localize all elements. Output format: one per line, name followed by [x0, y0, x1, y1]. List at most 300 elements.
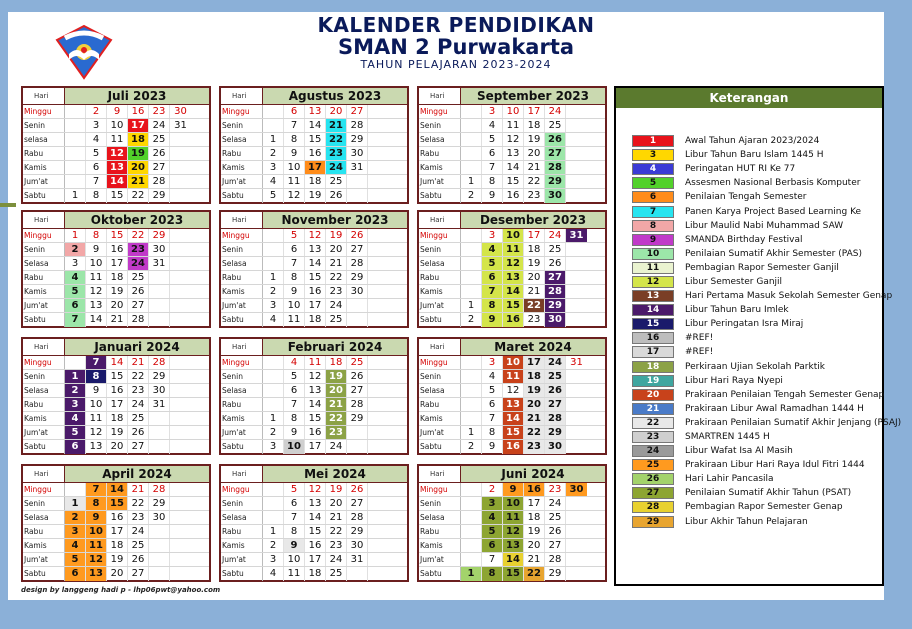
week-row — [419, 384, 605, 398]
date-cell — [170, 497, 191, 510]
date-cell: 28 — [149, 175, 170, 188]
date-cell: 24 — [326, 440, 347, 454]
date-cell: 3 — [65, 525, 86, 538]
date-cell: 1 — [461, 567, 482, 581]
date-cell — [149, 525, 170, 538]
date-cell — [170, 147, 191, 160]
day-name: Rabu — [419, 525, 461, 538]
date-cell: 9 — [503, 483, 524, 496]
date-cell: 3 — [263, 299, 284, 312]
legend-swatch: 12 — [632, 276, 674, 288]
date-cell — [347, 313, 368, 327]
legend-text: Peringatan HUT RI Ke 77 — [685, 164, 796, 175]
date-cell — [170, 189, 191, 203]
legend-text: Libur Wafat Isa Al Masih — [685, 446, 793, 457]
date-cell: 28 — [347, 119, 368, 132]
date-cell: 23 — [128, 243, 149, 256]
date-cell — [65, 175, 86, 188]
date-cell: 24 — [326, 299, 347, 312]
date-cell — [149, 440, 170, 454]
date-cell: 23 — [524, 440, 545, 454]
date-cell: 20 — [524, 539, 545, 552]
date-cell — [170, 398, 191, 411]
date-cell: 15 — [305, 412, 326, 425]
day-name: selasa — [23, 133, 65, 146]
date-cell: 12 — [305, 370, 326, 383]
month-name: Mei 2024 — [263, 466, 407, 482]
legend-item — [632, 402, 901, 416]
date-cell: 10 — [107, 119, 128, 132]
date-cell: 20 — [326, 105, 347, 118]
date-cell: 2 — [461, 313, 482, 327]
day-name: Minggu — [23, 105, 65, 118]
date-cell: 5 — [482, 133, 503, 146]
date-cell: 8 — [86, 189, 107, 203]
date-cell: 28 — [347, 398, 368, 411]
date-cell — [461, 243, 482, 256]
date-cell: 7 — [86, 356, 107, 369]
date-cell: 24 — [326, 553, 347, 566]
date-cell: 19 — [524, 133, 545, 146]
date-cell — [65, 133, 86, 146]
week-row — [23, 539, 209, 553]
day-name: Jum'at — [221, 553, 263, 566]
date-cell: 24 — [545, 356, 566, 369]
hari-label: Hari — [23, 212, 65, 228]
legend-item — [632, 472, 901, 486]
date-cell: 27 — [149, 161, 170, 174]
month-calendar — [417, 86, 607, 204]
date-cell: 4 — [482, 511, 503, 524]
date-cell: 18 — [107, 412, 128, 425]
legend-item — [632, 233, 901, 247]
date-cell: 27 — [347, 384, 368, 397]
date-cell: 8 — [86, 370, 107, 383]
date-cell — [368, 483, 389, 496]
day-name: Kamis — [221, 412, 263, 425]
date-cell: 5 — [65, 285, 86, 298]
legend-item — [632, 360, 901, 374]
week-row — [23, 370, 209, 384]
day-name: Minggu — [221, 483, 263, 496]
date-cell: 15 — [107, 189, 128, 203]
date-cell: 7 — [86, 483, 107, 496]
date-cell — [566, 313, 587, 327]
date-cell — [566, 147, 587, 160]
hari-label: Hari — [23, 339, 65, 355]
date-cell: 28 — [347, 257, 368, 270]
date-cell: 8 — [284, 133, 305, 146]
date-cell: 17 — [305, 161, 326, 174]
date-cell — [368, 426, 389, 439]
day-name: Senin — [23, 243, 65, 256]
date-cell: 26 — [347, 370, 368, 383]
date-cell: 2 — [86, 105, 107, 118]
month-header — [23, 212, 209, 229]
date-cell: 17 — [524, 229, 545, 242]
day-name: Rabu — [419, 147, 461, 160]
legend-swatch: 8 — [632, 220, 674, 232]
date-cell: 12 — [107, 147, 128, 160]
date-cell: 30 — [566, 483, 587, 496]
date-cell: 27 — [128, 567, 149, 581]
week-row — [23, 440, 209, 454]
day-name: Selasa — [221, 511, 263, 524]
date-cell: 12 — [86, 553, 107, 566]
legend-item — [632, 261, 901, 275]
date-cell: 18 — [107, 539, 128, 552]
date-cell: 5 — [65, 426, 86, 439]
date-cell: 13 — [305, 105, 326, 118]
legend-item — [632, 416, 901, 430]
date-cell — [347, 299, 368, 312]
week-row — [419, 511, 605, 525]
date-cell: 3 — [86, 119, 107, 132]
date-cell: 5 — [284, 483, 305, 496]
legend-text: SMARTREN 1445 H — [685, 432, 770, 443]
date-cell: 14 — [503, 161, 524, 174]
legend-text: Libur Peringatan Isra Miraj — [685, 319, 804, 330]
month-name: Oktober 2023 — [65, 212, 209, 228]
month-calendar — [417, 464, 607, 582]
legend-item — [632, 388, 901, 402]
date-cell — [461, 370, 482, 383]
day-name: Senin — [419, 497, 461, 510]
date-cell: 16 — [305, 285, 326, 298]
day-name: Selasa — [221, 133, 263, 146]
date-cell: 31 — [566, 229, 587, 242]
date-cell: 17 — [305, 299, 326, 312]
date-cell — [566, 133, 587, 146]
date-cell: 17 — [305, 553, 326, 566]
date-cell — [65, 105, 86, 118]
date-cell: 11 — [305, 356, 326, 369]
date-cell: 12 — [305, 483, 326, 496]
date-cell — [368, 511, 389, 524]
date-cell: 22 — [326, 525, 347, 538]
date-cell: 21 — [524, 553, 545, 566]
date-cell: 25 — [128, 412, 149, 425]
day-name: Jum'at — [419, 426, 461, 439]
date-cell — [566, 271, 587, 284]
date-cell: 16 — [503, 440, 524, 454]
date-cell: 22 — [128, 229, 149, 242]
date-cell: 13 — [503, 539, 524, 552]
week-row — [23, 567, 209, 581]
month-header — [419, 88, 605, 105]
date-cell: 14 — [86, 313, 107, 327]
week-row — [23, 243, 209, 257]
date-cell: 8 — [86, 497, 107, 510]
date-cell: 28 — [149, 356, 170, 369]
date-cell — [170, 440, 191, 454]
date-cell: 4 — [482, 243, 503, 256]
day-name: Rabu — [221, 147, 263, 160]
date-cell: 20 — [326, 384, 347, 397]
date-cell: 4 — [65, 412, 86, 425]
date-cell: 31 — [149, 398, 170, 411]
day-name: Kamis — [23, 412, 65, 425]
date-cell: 10 — [284, 553, 305, 566]
legend-item — [632, 317, 901, 331]
date-cell — [368, 271, 389, 284]
date-cell: 5 — [482, 384, 503, 397]
date-cell: 17 — [128, 119, 149, 132]
legend-text: Libur Tahun Baru Imlek — [685, 305, 789, 316]
date-cell: 25 — [347, 356, 368, 369]
date-cell — [170, 525, 191, 538]
date-cell: 15 — [503, 175, 524, 188]
date-cell: 29 — [347, 525, 368, 538]
date-cell: 16 — [107, 243, 128, 256]
date-cell: 2 — [263, 147, 284, 160]
date-cell — [263, 356, 284, 369]
date-cell: 31 — [570, 357, 583, 368]
week-row — [221, 313, 407, 327]
date-cell: 26 — [545, 133, 566, 146]
date-cell: 6 — [482, 271, 503, 284]
date-cell: 26 — [545, 257, 566, 270]
date-cell — [368, 356, 389, 369]
decorative-bar — [0, 203, 16, 207]
month-header — [419, 466, 605, 483]
date-cell: 2 — [65, 384, 86, 397]
week-row — [221, 483, 407, 497]
legend-swatch: 13 — [632, 290, 674, 302]
date-cell: 11 — [503, 370, 524, 383]
month-name: Maret 2024 — [461, 339, 605, 355]
date-cell: 1 — [65, 229, 86, 242]
date-cell: 8 — [86, 229, 107, 242]
date-cell: 15 — [305, 271, 326, 284]
week-row — [221, 553, 407, 567]
day-name: Selasa — [23, 384, 65, 397]
date-cell — [263, 257, 284, 270]
date-cell: 22 — [524, 567, 545, 581]
date-cell: 17 — [107, 525, 128, 538]
legend-text: Prakiraan Penilaian Sumatif Akhir Jenjang (PSAJ) — [685, 417, 902, 428]
date-cell: 13 — [86, 299, 107, 312]
date-cell: 14 — [107, 175, 128, 188]
date-cell: 7 — [482, 161, 503, 174]
legend-text: Assesmen Nasional Berbasis Komputer — [685, 178, 861, 189]
day-name: Minggu — [221, 105, 263, 118]
date-cell: 23 — [524, 189, 545, 203]
date-cell: 21 — [326, 511, 347, 524]
date-cell — [347, 175, 368, 188]
week-row — [419, 257, 605, 271]
day-name: Jum'at — [23, 299, 65, 312]
date-cell — [566, 553, 587, 566]
date-cell — [461, 105, 482, 118]
month-header — [23, 339, 209, 356]
legend-swatch: 6 — [632, 191, 674, 203]
week-row — [221, 412, 407, 426]
day-name: Sabtu — [419, 440, 461, 454]
date-cell: 17 — [305, 440, 326, 454]
date-cell: 28 — [545, 412, 566, 425]
date-cell: 25 — [128, 539, 149, 552]
date-cell: 9 — [482, 440, 503, 454]
date-cell: 6 — [284, 105, 305, 118]
date-cell: 29 — [149, 229, 170, 242]
date-cell — [170, 271, 191, 284]
date-cell: 9 — [284, 147, 305, 160]
week-row — [419, 229, 605, 243]
date-cell: 27 — [545, 147, 566, 160]
month-header — [221, 88, 407, 105]
day-name: Selasa — [221, 257, 263, 270]
date-cell — [170, 133, 191, 146]
legend-item — [632, 148, 901, 162]
date-cell: 6 — [86, 161, 107, 174]
date-cell: 14 — [305, 511, 326, 524]
date-cell: 4 — [65, 271, 86, 284]
day-name: Senin — [23, 370, 65, 383]
date-cell: 9 — [86, 511, 107, 524]
day-name: Minggu — [23, 356, 65, 369]
date-cell — [170, 356, 191, 369]
date-cell — [65, 483, 86, 496]
date-cell: 10 — [86, 398, 107, 411]
date-cell: 29 — [347, 271, 368, 284]
legend-swatch: 23 — [632, 431, 674, 443]
date-cell: 19 — [524, 525, 545, 538]
date-cell: 21 — [326, 257, 347, 270]
date-cell: 18 — [524, 511, 545, 524]
date-cell: 6 — [482, 539, 503, 552]
day-name: Kamis — [419, 161, 461, 174]
date-cell — [566, 370, 587, 383]
day-name: Senin — [221, 243, 263, 256]
week-row — [221, 539, 407, 553]
week-row — [221, 398, 407, 412]
legend-text: SMANDA Birthday Festival — [685, 234, 803, 245]
date-cell — [461, 271, 482, 284]
week-row — [419, 525, 605, 539]
date-cell — [368, 497, 389, 510]
day-name: Minggu — [23, 483, 65, 496]
date-cell: 16 — [503, 189, 524, 203]
date-cell: 8 — [482, 567, 503, 581]
date-cell: 2 — [482, 483, 503, 496]
legend-item — [632, 134, 901, 148]
date-cell: 8 — [284, 412, 305, 425]
day-name: Rabu — [221, 271, 263, 284]
date-cell: 31 — [174, 120, 187, 131]
day-name: Sabtu — [419, 567, 461, 581]
date-cell: 27 — [347, 105, 368, 118]
date-cell: 29 — [545, 426, 566, 439]
date-cell: 24 — [326, 161, 347, 174]
month-name: Agustus 2023 — [263, 88, 407, 104]
legend-item — [632, 219, 901, 233]
week-row — [419, 161, 605, 175]
date-cell: 30 — [545, 313, 566, 327]
week-row — [221, 299, 407, 313]
date-cell: 24 — [149, 119, 170, 132]
week-row — [419, 356, 605, 370]
date-cell: 4 — [284, 356, 305, 369]
legend-swatch: 9 — [632, 234, 674, 246]
week-row — [419, 271, 605, 285]
week-row — [23, 147, 209, 161]
month-header — [221, 212, 407, 229]
legend-text: Penilaian Sumatif Akhir Tahun (PSAT) — [685, 488, 852, 499]
date-cell: 8 — [482, 299, 503, 312]
date-cell: 14 — [503, 553, 524, 566]
date-cell: 6 — [65, 440, 86, 454]
date-cell: 6 — [284, 243, 305, 256]
date-cell — [461, 539, 482, 552]
week-row — [221, 243, 407, 257]
date-cell: 5 — [284, 370, 305, 383]
legend-text: Hari Pertama Masuk Sekolah Semester Genap — [685, 291, 893, 302]
date-cell: 9 — [107, 105, 128, 118]
day-name: Jum'at — [419, 553, 461, 566]
week-row — [221, 497, 407, 511]
date-cell: 21 — [107, 313, 128, 327]
legend-swatch: 7 — [632, 206, 674, 218]
date-cell — [368, 161, 389, 174]
date-cell — [149, 539, 170, 552]
date-cell — [170, 243, 191, 256]
date-cell: 16 — [305, 539, 326, 552]
week-row — [419, 370, 605, 384]
week-row — [23, 105, 209, 119]
week-row — [23, 299, 209, 313]
date-cell: 23 — [326, 285, 347, 298]
legend-item — [632, 162, 901, 176]
legend-text: Panen Karya Project Based Learning Ke — [685, 206, 862, 217]
legend-title: Keterangan — [616, 88, 882, 108]
date-cell — [368, 440, 389, 454]
date-cell: 21 — [326, 119, 347, 132]
date-cell: 30 — [174, 106, 187, 117]
date-cell: 12 — [86, 285, 107, 298]
week-row — [221, 567, 407, 581]
date-cell: 23 — [149, 105, 170, 118]
date-cell: 12 — [86, 426, 107, 439]
design-credit: design by langgeng hadi p - lhp06pwt@yahoo.com — [21, 586, 221, 594]
month-header — [419, 339, 605, 356]
date-cell: 28 — [545, 285, 566, 298]
date-cell: 15 — [305, 133, 326, 146]
date-cell: 19 — [326, 229, 347, 242]
legend-swatch: 29 — [632, 516, 674, 528]
date-cell: 15 — [503, 426, 524, 439]
week-row — [419, 243, 605, 257]
date-cell — [149, 426, 170, 439]
week-row — [221, 356, 407, 370]
date-cell: 6 — [284, 497, 305, 510]
legend-swatch: 19 — [632, 375, 674, 387]
date-cell: 30 — [149, 511, 170, 524]
date-cell: 10 — [284, 299, 305, 312]
month-header — [419, 212, 605, 229]
date-cell — [170, 384, 191, 397]
date-cell — [461, 285, 482, 298]
date-cell: 29 — [545, 299, 566, 312]
date-cell: 7 — [482, 412, 503, 425]
month-calendar — [21, 464, 211, 582]
hari-label: Hari — [221, 88, 263, 104]
date-cell: 3 — [482, 105, 503, 118]
date-cell: 18 — [305, 313, 326, 327]
day-name: Selasa — [221, 384, 263, 397]
date-cell: 6 — [284, 384, 305, 397]
date-cell: 22 — [524, 299, 545, 312]
